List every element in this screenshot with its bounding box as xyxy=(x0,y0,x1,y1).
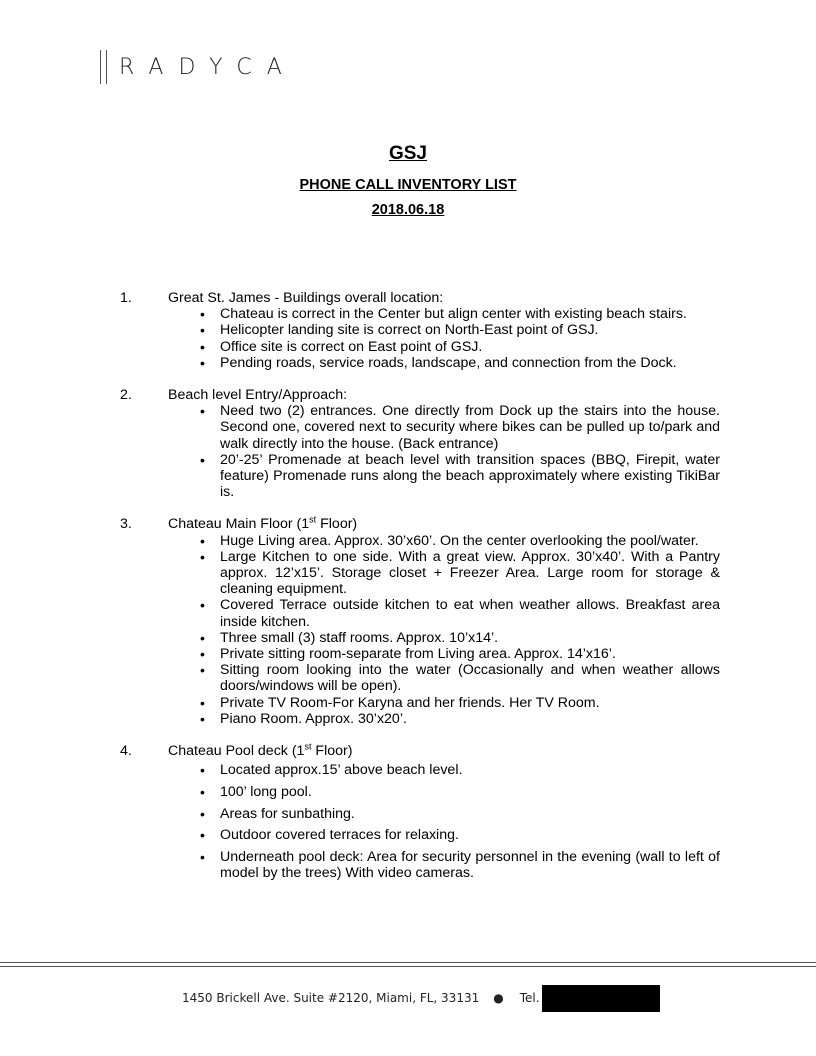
section-4 xyxy=(120,743,720,881)
list-item: • Outdoor covered terraces for relaxing. xyxy=(200,827,720,843)
footer-separator: ● xyxy=(493,991,504,1005)
list-item: • 20’-25’ Promenade at beach level with transition spaces (BBQ, Firepit, water feature) Promenade runs along the beach approximately where existing TikiBar is. xyxy=(200,452,720,501)
list-item: • Chateau is correct in the Center but align center with existing beach stairs. xyxy=(200,306,720,322)
footer-address: 1450 Brickell Ave. Suite #2120, Miami, FL, 33131 xyxy=(182,991,480,1005)
company-logo xyxy=(100,50,297,84)
section-2 xyxy=(120,387,720,500)
list-item: • Sitting room looking into the water (Occasionally and when weather allows doors/windows will be open). xyxy=(200,662,720,694)
bullet-list xyxy=(120,403,720,500)
document-date: 2018.06.18 xyxy=(371,202,445,218)
list-item: • Areas for sunbathing. xyxy=(200,806,720,822)
inventory-list xyxy=(120,290,720,898)
redaction-box xyxy=(542,985,660,1012)
list-item: • Private TV Room-For Karyna and her friends. Her TV Room. xyxy=(200,695,720,711)
document-title: GSJ xyxy=(388,143,428,164)
bullet-list xyxy=(120,306,720,371)
document-subtitle: PHONE CALL INVENTORY LIST xyxy=(299,177,517,193)
list-item: • 100’ long pool. xyxy=(200,784,720,800)
list-item: • Office site is correct on East point of GSJ. xyxy=(200,339,720,355)
section-number: 3. xyxy=(120,516,132,533)
footer-tel-label: Tel. xyxy=(519,991,540,1005)
list-item: • Covered Terrace outside kitchen to eat when weather allows. Breakfast area inside kitchen. xyxy=(200,597,720,629)
logo-mark xyxy=(100,50,107,84)
list-item: • Underneath pool deck: Area for security personnel in the evening (wall to left of model by the trees) With video cameras. xyxy=(200,849,720,881)
section-3 xyxy=(120,516,720,727)
section-1 xyxy=(120,290,720,371)
section-heading: Chateau Main Floor (1st Floor) xyxy=(168,514,358,533)
footer xyxy=(182,984,660,1012)
logo-text: RADYCA xyxy=(119,54,297,80)
list-item: • Need two (2) entrances. One directly from Dock up the stairs into the house. Second one, covered next to security where bikes can be pulled up to/park and walk directly into the house. (Back entrance) xyxy=(200,403,720,452)
bullet-list xyxy=(120,533,720,727)
list-item: • Three small (3) staff rooms. Approx. 10’x14’. xyxy=(200,630,720,646)
list-item: • Large Kitchen to one side. With a great view. Approx. 30’x40’. With a Pantry approx. 12’x15’. Storage closet + Freezer Area. Large room for storage & cleaning equipment. xyxy=(200,549,720,598)
footer-divider xyxy=(0,966,816,967)
section-heading: Great St. James - Buildings overall location: xyxy=(168,290,444,306)
list-item: • Located approx.15’ above beach level. xyxy=(200,762,720,778)
bullet-list xyxy=(120,762,720,881)
section-number: 1. xyxy=(120,290,132,306)
section-number: 4. xyxy=(120,743,132,760)
section-number: 2. xyxy=(120,387,132,404)
list-item: • Helicopter landing site is correct on North-East point of GSJ. xyxy=(200,322,720,338)
list-item: • Pending roads, service roads, landscape, and connection from the Dock. xyxy=(200,355,720,371)
footer-divider xyxy=(0,962,816,963)
section-heading: Chateau Pool deck (1st Floor) xyxy=(168,741,353,760)
list-item: • Huge Living area. Approx. 30’x60’. On the center overlooking the pool/water. xyxy=(200,533,720,549)
list-item: • Private sitting room-separate from Living area. Approx. 14’x16’. xyxy=(200,646,720,662)
list-item: • Piano Room. Approx. 30’x20’. xyxy=(200,711,720,727)
section-heading: Beach level Entry/Approach: xyxy=(168,387,348,404)
